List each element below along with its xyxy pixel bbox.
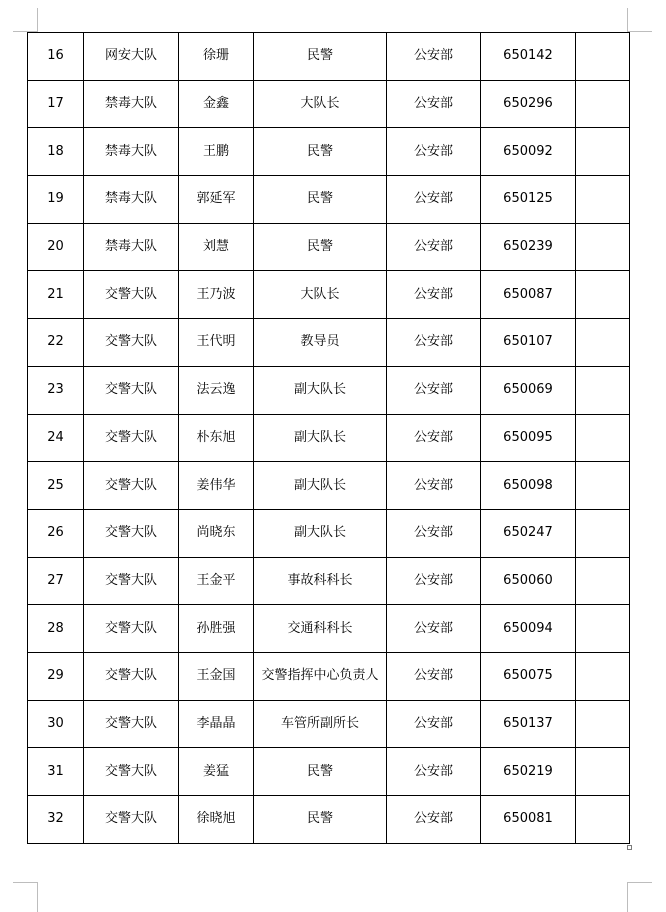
row-number-cell: 24 <box>28 414 84 462</box>
department-cell: 公安部 <box>387 700 481 748</box>
name-cell: 刘慧 <box>179 223 254 271</box>
unit-cell: 交警大队 <box>84 319 179 367</box>
remark-cell <box>576 414 630 462</box>
position-cell: 副大队长 <box>254 509 387 557</box>
name-cell: 徐珊 <box>179 33 254 81</box>
id-code-cell: 650296 <box>481 80 576 128</box>
row-number-cell: 26 <box>28 509 84 557</box>
remark-cell <box>576 319 630 367</box>
position-cell: 民警 <box>254 33 387 81</box>
name-cell: 王乃波 <box>179 271 254 319</box>
table-row <box>28 223 630 271</box>
table-row <box>28 271 630 319</box>
position-cell: 交通科科长 <box>254 605 387 653</box>
unit-cell: 交警大队 <box>84 796 179 844</box>
position-cell: 民警 <box>254 748 387 796</box>
crop-mark-bottom-right-vertical <box>627 882 628 912</box>
id-code-cell: 650098 <box>481 462 576 510</box>
department-cell: 公安部 <box>387 796 481 844</box>
remark-cell <box>576 748 630 796</box>
row-number-cell: 22 <box>28 319 84 367</box>
position-cell: 副大队长 <box>254 462 387 510</box>
unit-cell: 禁毒大队 <box>84 176 179 224</box>
position-cell: 民警 <box>254 128 387 176</box>
unit-cell: 交警大队 <box>84 748 179 796</box>
unit-cell: 交警大队 <box>84 700 179 748</box>
name-cell: 尚晓东 <box>179 509 254 557</box>
remark-cell <box>576 652 630 700</box>
remark-cell <box>576 128 630 176</box>
row-number-cell: 29 <box>28 652 84 700</box>
id-code-cell: 650247 <box>481 509 576 557</box>
table-row <box>28 366 630 414</box>
unit-cell: 交警大队 <box>84 414 179 462</box>
unit-cell: 交警大队 <box>84 366 179 414</box>
crop-mark-top-left-vertical <box>37 8 38 32</box>
name-cell: 姜伟华 <box>179 462 254 510</box>
personnel-table-body <box>28 33 630 844</box>
remark-cell <box>576 557 630 605</box>
name-cell: 王鹏 <box>179 128 254 176</box>
remark-cell <box>576 271 630 319</box>
table-row <box>28 509 630 557</box>
department-cell: 公安部 <box>387 223 481 271</box>
remark-cell <box>576 462 630 510</box>
department-cell: 公安部 <box>387 33 481 81</box>
crop-mark-top-right-vertical <box>627 8 628 32</box>
row-number-cell: 19 <box>28 176 84 224</box>
department-cell: 公安部 <box>387 605 481 653</box>
unit-cell: 交警大队 <box>84 652 179 700</box>
unit-cell: 网安大队 <box>84 33 179 81</box>
department-cell: 公安部 <box>387 176 481 224</box>
unit-cell: 禁毒大队 <box>84 223 179 271</box>
unit-cell: 交警大队 <box>84 605 179 653</box>
id-code-cell: 650125 <box>481 176 576 224</box>
position-cell: 副大队长 <box>254 366 387 414</box>
department-cell: 公安部 <box>387 652 481 700</box>
remark-cell <box>576 700 630 748</box>
row-number-cell: 31 <box>28 748 84 796</box>
remark-cell <box>576 509 630 557</box>
position-cell: 事故科科长 <box>254 557 387 605</box>
table-resize-handle[interactable] <box>627 845 632 850</box>
position-cell: 民警 <box>254 796 387 844</box>
unit-cell: 交警大队 <box>84 271 179 319</box>
position-cell: 教导员 <box>254 319 387 367</box>
row-number-cell: 30 <box>28 700 84 748</box>
remark-cell <box>576 605 630 653</box>
row-number-cell: 25 <box>28 462 84 510</box>
name-cell: 法云逸 <box>179 366 254 414</box>
department-cell: 公安部 <box>387 80 481 128</box>
row-number-cell: 20 <box>28 223 84 271</box>
name-cell: 徐晓旭 <box>179 796 254 844</box>
name-cell: 李晶晶 <box>179 700 254 748</box>
row-number-cell: 18 <box>28 128 84 176</box>
id-code-cell: 650087 <box>481 271 576 319</box>
department-cell: 公安部 <box>387 128 481 176</box>
department-cell: 公安部 <box>387 271 481 319</box>
id-code-cell: 650075 <box>481 652 576 700</box>
unit-cell: 交警大队 <box>84 462 179 510</box>
table-row <box>28 796 630 844</box>
crop-mark-bottom-right-horizontal <box>628 882 652 883</box>
position-cell: 民警 <box>254 223 387 271</box>
unit-cell: 禁毒大队 <box>84 128 179 176</box>
name-cell: 朴东旭 <box>179 414 254 462</box>
id-code-cell: 650069 <box>481 366 576 414</box>
position-cell: 大队长 <box>254 271 387 319</box>
row-number-cell: 17 <box>28 80 84 128</box>
table-row <box>28 557 630 605</box>
name-cell: 孙胜强 <box>179 605 254 653</box>
position-cell: 大队长 <box>254 80 387 128</box>
crop-mark-bottom-left-vertical <box>37 882 38 912</box>
table-row <box>28 605 630 653</box>
crop-mark-bottom-left-horizontal <box>13 882 37 883</box>
name-cell: 王代明 <box>179 319 254 367</box>
department-cell: 公安部 <box>387 366 481 414</box>
table-row <box>28 176 630 224</box>
unit-cell: 交警大队 <box>84 557 179 605</box>
id-code-cell: 650239 <box>481 223 576 271</box>
id-code-cell: 650092 <box>481 128 576 176</box>
department-cell: 公安部 <box>387 557 481 605</box>
remark-cell <box>576 223 630 271</box>
department-cell: 公安部 <box>387 319 481 367</box>
table-row <box>28 414 630 462</box>
name-cell: 王金国 <box>179 652 254 700</box>
position-cell: 民警 <box>254 176 387 224</box>
id-code-cell: 650060 <box>481 557 576 605</box>
id-code-cell: 650094 <box>481 605 576 653</box>
position-cell: 交警指挥中心负责人 <box>254 652 387 700</box>
row-number-cell: 28 <box>28 605 84 653</box>
position-cell: 副大队长 <box>254 414 387 462</box>
id-code-cell: 650107 <box>481 319 576 367</box>
remark-cell <box>576 80 630 128</box>
position-cell: 车管所副所长 <box>254 700 387 748</box>
id-code-cell: 650137 <box>481 700 576 748</box>
id-code-cell: 650142 <box>481 33 576 81</box>
unit-cell: 交警大队 <box>84 509 179 557</box>
row-number-cell: 27 <box>28 557 84 605</box>
remark-cell <box>576 33 630 81</box>
crop-mark-top-right-horizontal <box>628 31 652 32</box>
table-row <box>28 700 630 748</box>
row-number-cell: 23 <box>28 366 84 414</box>
name-cell: 姜猛 <box>179 748 254 796</box>
table-row <box>28 128 630 176</box>
id-code-cell: 650219 <box>481 748 576 796</box>
row-number-cell: 32 <box>28 796 84 844</box>
id-code-cell: 650095 <box>481 414 576 462</box>
remark-cell <box>576 796 630 844</box>
row-number-cell: 21 <box>28 271 84 319</box>
department-cell: 公安部 <box>387 748 481 796</box>
table-row <box>28 652 630 700</box>
name-cell: 金鑫 <box>179 80 254 128</box>
remark-cell <box>576 366 630 414</box>
table-row <box>28 319 630 367</box>
row-number-cell: 16 <box>28 33 84 81</box>
department-cell: 公安部 <box>387 414 481 462</box>
table-row <box>28 748 630 796</box>
id-code-cell: 650081 <box>481 796 576 844</box>
table-row <box>28 33 630 81</box>
remark-cell <box>576 176 630 224</box>
table-row <box>28 80 630 128</box>
name-cell: 王金平 <box>179 557 254 605</box>
unit-cell: 禁毒大队 <box>84 80 179 128</box>
department-cell: 公安部 <box>387 462 481 510</box>
department-cell: 公安部 <box>387 509 481 557</box>
table-row <box>28 462 630 510</box>
name-cell: 郭延军 <box>179 176 254 224</box>
personnel-table <box>27 32 630 844</box>
